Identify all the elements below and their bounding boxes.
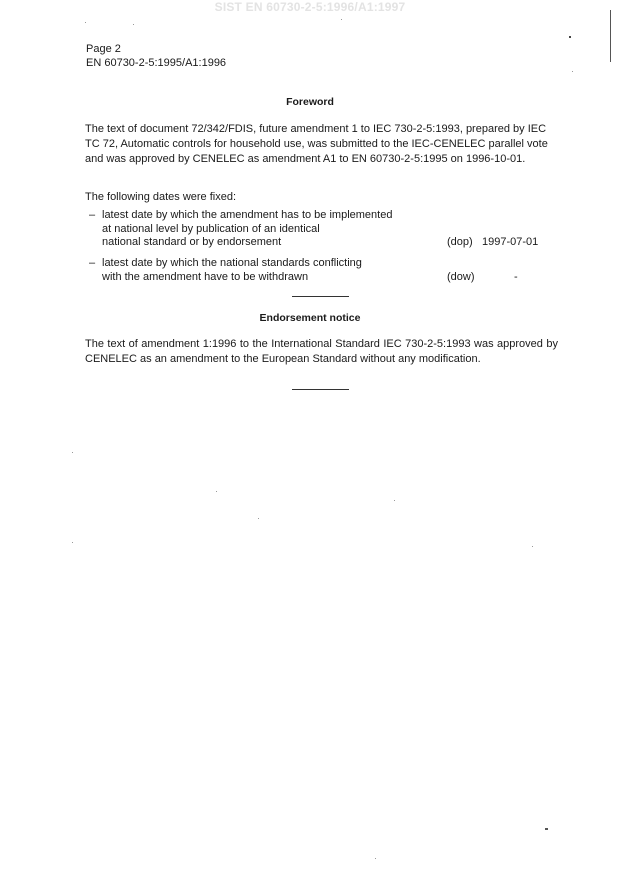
scan-speck [569,36,571,38]
scan-speck [394,500,395,501]
section-divider [292,389,349,390]
scan-speck [72,452,73,453]
date-item-dop [89,209,559,251]
scan-edge-mark [610,10,611,62]
date-item-abbr: (dow) [447,271,475,283]
scan-speck [133,24,134,25]
list-dash: – [89,209,96,221]
endorsement-heading: Endorsement notice [259,312,361,324]
foreword-intro: The text of document 72/342/FDIS, future amendment 1 to IEC 730-2-5:1993, prepared by IEC TC 72, Automatic controls for household use, was submitted to the IEC-CENELEC parallel vote and was approved by CENELEC as amendment A1 to EN 60730-2-5:1995 on 1996-10-01. [85,123,548,165]
watermark: SIST EN 60730-2-5:1996/A1:1997 [214,0,406,14]
scan-speck [341,19,342,20]
foreword-heading: Foreword [286,96,334,108]
list-dash: – [89,257,96,269]
page-number: Page 2 [86,43,121,55]
dates-intro: The following dates were fixed: [85,191,237,203]
date-item-abbr: (dop) [447,236,473,248]
scan-speck [545,828,548,830]
date-item-text: latest date by which the national standards conflicting with the amendment have to be withdrawn [102,257,362,283]
scan-speck [216,491,217,492]
section-divider [292,296,349,297]
endorsement-text: The text of amendment 1:1996 to the International Standard IEC 730-2-5:1993 was approved by CENELEC as an amendment to the European Standard without any modification. [85,338,558,365]
date-item-value: - [514,271,518,283]
page-header [86,42,226,70]
scan-speck [572,71,573,72]
date-item-text: latest date by which the amendment has to be implemented at national level by publication of an identical national standard or by endorsement [102,209,393,248]
scan-speck [375,858,376,859]
date-item-dow [89,257,559,285]
scan-speck [258,518,259,519]
scan-speck [72,542,73,543]
scan-speck [532,546,533,547]
document-reference: EN 60730-2-5:1995/A1:1996 [86,57,227,69]
scan-speck [85,22,86,23]
date-item-value: 1997-07-01 [482,236,539,248]
